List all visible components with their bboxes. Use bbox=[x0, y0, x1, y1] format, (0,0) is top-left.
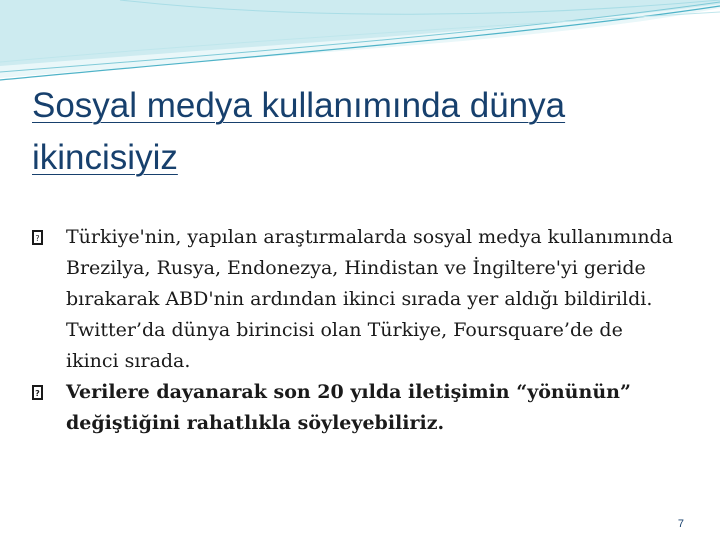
bullet-text: Verilere dayanarak son 20 yılda iletişimin “yönünün” değiştiğini rahatlıkla söyleyebiliriz. bbox=[66, 381, 631, 434]
slide-body bbox=[30, 222, 680, 439]
page-number: 7 bbox=[677, 518, 684, 530]
svg-text:?: ? bbox=[35, 234, 40, 243]
wave-decoration bbox=[0, 0, 720, 90]
bullet-item bbox=[30, 222, 680, 377]
bullet-item bbox=[30, 377, 680, 439]
missing-glyph-icon bbox=[30, 377, 66, 408]
slide-title: Sosyal medya kullanımında dünya ikincisiyiz bbox=[32, 86, 566, 177]
svg-text:?: ? bbox=[35, 389, 40, 398]
bullet-text: Türkiye'nin, yapılan araştırmalarda sosyal medya kullanımında Brezilya, Rusya, Endonezya, Hindistan ve İngiltere'yi geride bırakarak ABD'nin ardından ikinci sırada yer aldığı bildirildi. Twitter’da dünya birincisi olan Türkiye, Foursquare’de de ikinci sırada. bbox=[66, 226, 674, 372]
missing-glyph-icon bbox=[30, 222, 66, 253]
